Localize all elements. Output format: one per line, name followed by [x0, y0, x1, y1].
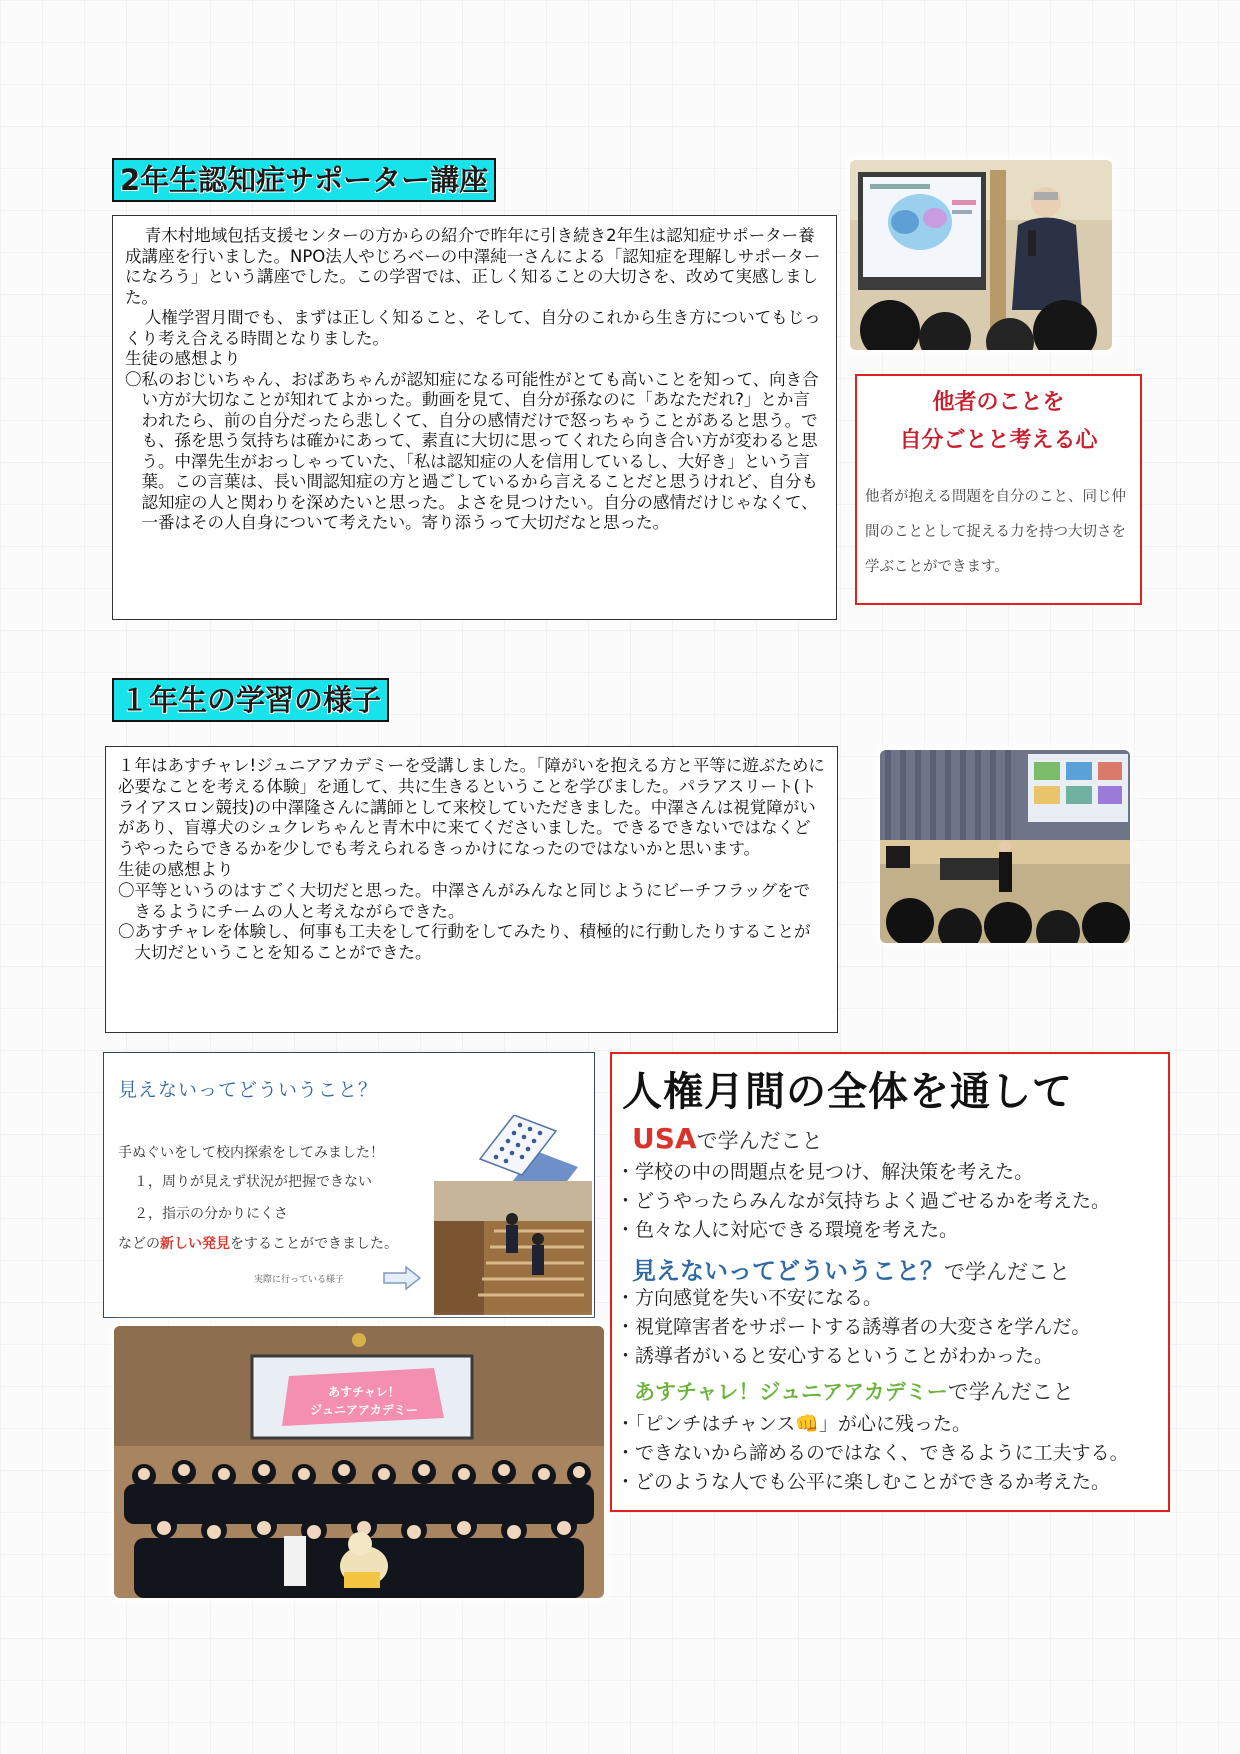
paragraph: 青木村地域包括支援センターの方からの紹介で昨年に引き続き2年生は認知症サポーター養成講座を行いました。NPO法人やじろベーの中澤純一さんによる「認知症を理解しサポーターになろう」という講座でした。この学習では、正しく知ることの大切さを、改めて実感しました。 — [125, 226, 821, 307]
summary-item: ・どのような人でも公平に楽しむことができるか考えた。 — [616, 1471, 1111, 1493]
paragraph: 人権学習月間でも、まずは正しく知ること、そして、自分のこれから生き方についてもじっくり考え合える時間となりました。 — [125, 308, 821, 348]
summary-panel — [610, 1052, 1170, 1512]
summary-suffix: で学んだこと — [947, 1380, 1074, 1404]
summary-item: ・どうやったらみんなが気持ちよく過ごせるかを考えた。 — [616, 1190, 1111, 1212]
student-impression: 〇私のおじいちゃん、おばあちゃんが認知症になる可能性がとても高いことを知って、向き合い方が大切なことが知れてよかった。動画を見て、自分が孫なのに「あなただれ?」とか言われたら、前の自分だったら悲しくて、自分の感情だけで怒っちゃうことがあると思う。でも、孫を思う気持ちは確かにあって、素直に大切に思ってくれたら向き合い方が変わると思う。中澤先生がおっしゃっていた、「私は認知症の人を信用しているし、大好き」という言葉。この言葉は、長い間認知症の方と過ごしているから言えることだと思うけれど、自分も認知症の人と関わりを深めたいと思った。よさを見つけたい。自分の感情だけじゃなくて、一番はその人自身について考えたい。寄り添うって大切だなと思った。 — [125, 369, 819, 532]
lecture-photo — [850, 160, 1112, 350]
slide-text: などの — [118, 1236, 160, 1252]
slide-caption: 実際に行っている様子 — [254, 1275, 345, 1285]
slide-panel — [103, 1052, 595, 1318]
summary-item: ・できないから諦めるのではなく、できるように工夫する。 — [616, 1442, 1129, 1464]
first-year-textbox — [105, 746, 838, 1033]
slide-line: ２，指示の分かりにくさ — [134, 1206, 288, 1222]
impressions-label: 生徒の感想より — [118, 859, 234, 879]
student-impression: 〇あすチャレを体験し、何事も工夫をして行動をしてみたり、積極的に行動したりすることが大切だということを知ることができた。 — [118, 922, 811, 963]
quote-body — [857, 480, 1140, 585]
summary-accent: 見えないってどういうこと？ — [632, 1257, 944, 1285]
stair-walk-photo — [434, 1181, 592, 1315]
quote-heading-line2: 自分ごとと考える心 — [899, 428, 1098, 453]
summary-suffix: で学んだこと — [944, 1260, 1070, 1284]
summary-item: ・「ピンチはチャンス👊」が心に残った。 — [616, 1413, 972, 1435]
summary-item: ・色々な人に対応できる環境を考えた。 — [616, 1219, 959, 1241]
section-title-first-year: １年生の学習の様子 — [112, 678, 389, 722]
summary-group-list — [616, 1284, 1090, 1371]
summary-group-list — [616, 1410, 1129, 1497]
slide-line: 手ぬぐいをして校内探索をしてみました！ — [118, 1145, 384, 1161]
screen-text-line2: ジュニアアカデミー — [310, 1403, 418, 1417]
slide-line: １，周りが見えず状況が把握できない — [134, 1174, 372, 1190]
summary-item: ・学校の中の問題点を見つけ、解決策を考えた。 — [616, 1161, 1034, 1183]
quote-heading-line1: 他者のことを — [932, 390, 1065, 415]
summary-accent: あすチャレ！ジュニアアカデミー — [634, 1380, 948, 1404]
summary-item: ・視覚障害者をサポートする誘導者の大変さを学んだ。 — [616, 1316, 1091, 1338]
group-photo — [114, 1326, 604, 1598]
summary-accent: USA — [632, 1122, 697, 1155]
slide-title: 見えないってどういうこと？ — [118, 1079, 379, 1101]
section-title-dementia-course: 2年生認知症サポーター講座 — [112, 158, 496, 202]
summary-group-heading — [632, 1251, 1070, 1286]
quote-card — [855, 374, 1142, 605]
slide-line-discovery — [118, 1233, 398, 1253]
quote-body-line: 学ぶことができます。 — [865, 559, 1009, 575]
student-impression: 〇平等というのはすごく大切だと思った。中澤さんがみんなと同じようにビーチフラッグをできるようにチームの人と考えながらできた。 — [118, 880, 811, 921]
summary-item: ・方向感覚を失い不安になる。 — [616, 1287, 883, 1309]
arrow-right-icon — [382, 1266, 422, 1290]
summary-group-list — [616, 1158, 1110, 1245]
slide-text: をすることができました。 — [230, 1236, 398, 1252]
dementia-course-textbox — [112, 215, 837, 620]
summary-title: 人権月間の全体を通して — [622, 1069, 1073, 1115]
summary-group-heading — [634, 1376, 1074, 1406]
gym-lecture-photo — [880, 750, 1130, 943]
summary-suffix: で学んだこと — [696, 1129, 823, 1153]
quote-body-line: 他者が抱える問題を自分のこと、同じ仲 — [865, 489, 1126, 505]
quote-body-line: 間のこととして捉える力を持つ大切さを — [865, 524, 1126, 540]
paragraph: １年はあすチャレ!ジュニアアカデミーを受講しました。「障がいを抱える方と平等に遊ぶために必要なことを考える体験」を通して、共に生きるということを学びました。パラアスリート(トライアスロン競技)の中澤隆さんに講師として来校していただきました。中澤さんは視覚障がいがあり、盲導犬のシュクレちゃんと青木中に来てくださいました。できるできないではなくどうやったらできるかを少しでも考えられるきっかけになったのではないかと思います。 — [118, 756, 825, 859]
impressions-label: 生徒の感想より — [125, 349, 241, 368]
summary-item: ・誘導者がいると安心するということがわかった。 — [616, 1345, 1054, 1367]
screen-text-line1: あすチャレ！ — [328, 1385, 400, 1399]
slide-highlight: 新しい発見 — [160, 1236, 230, 1252]
summary-group-heading — [632, 1122, 823, 1155]
